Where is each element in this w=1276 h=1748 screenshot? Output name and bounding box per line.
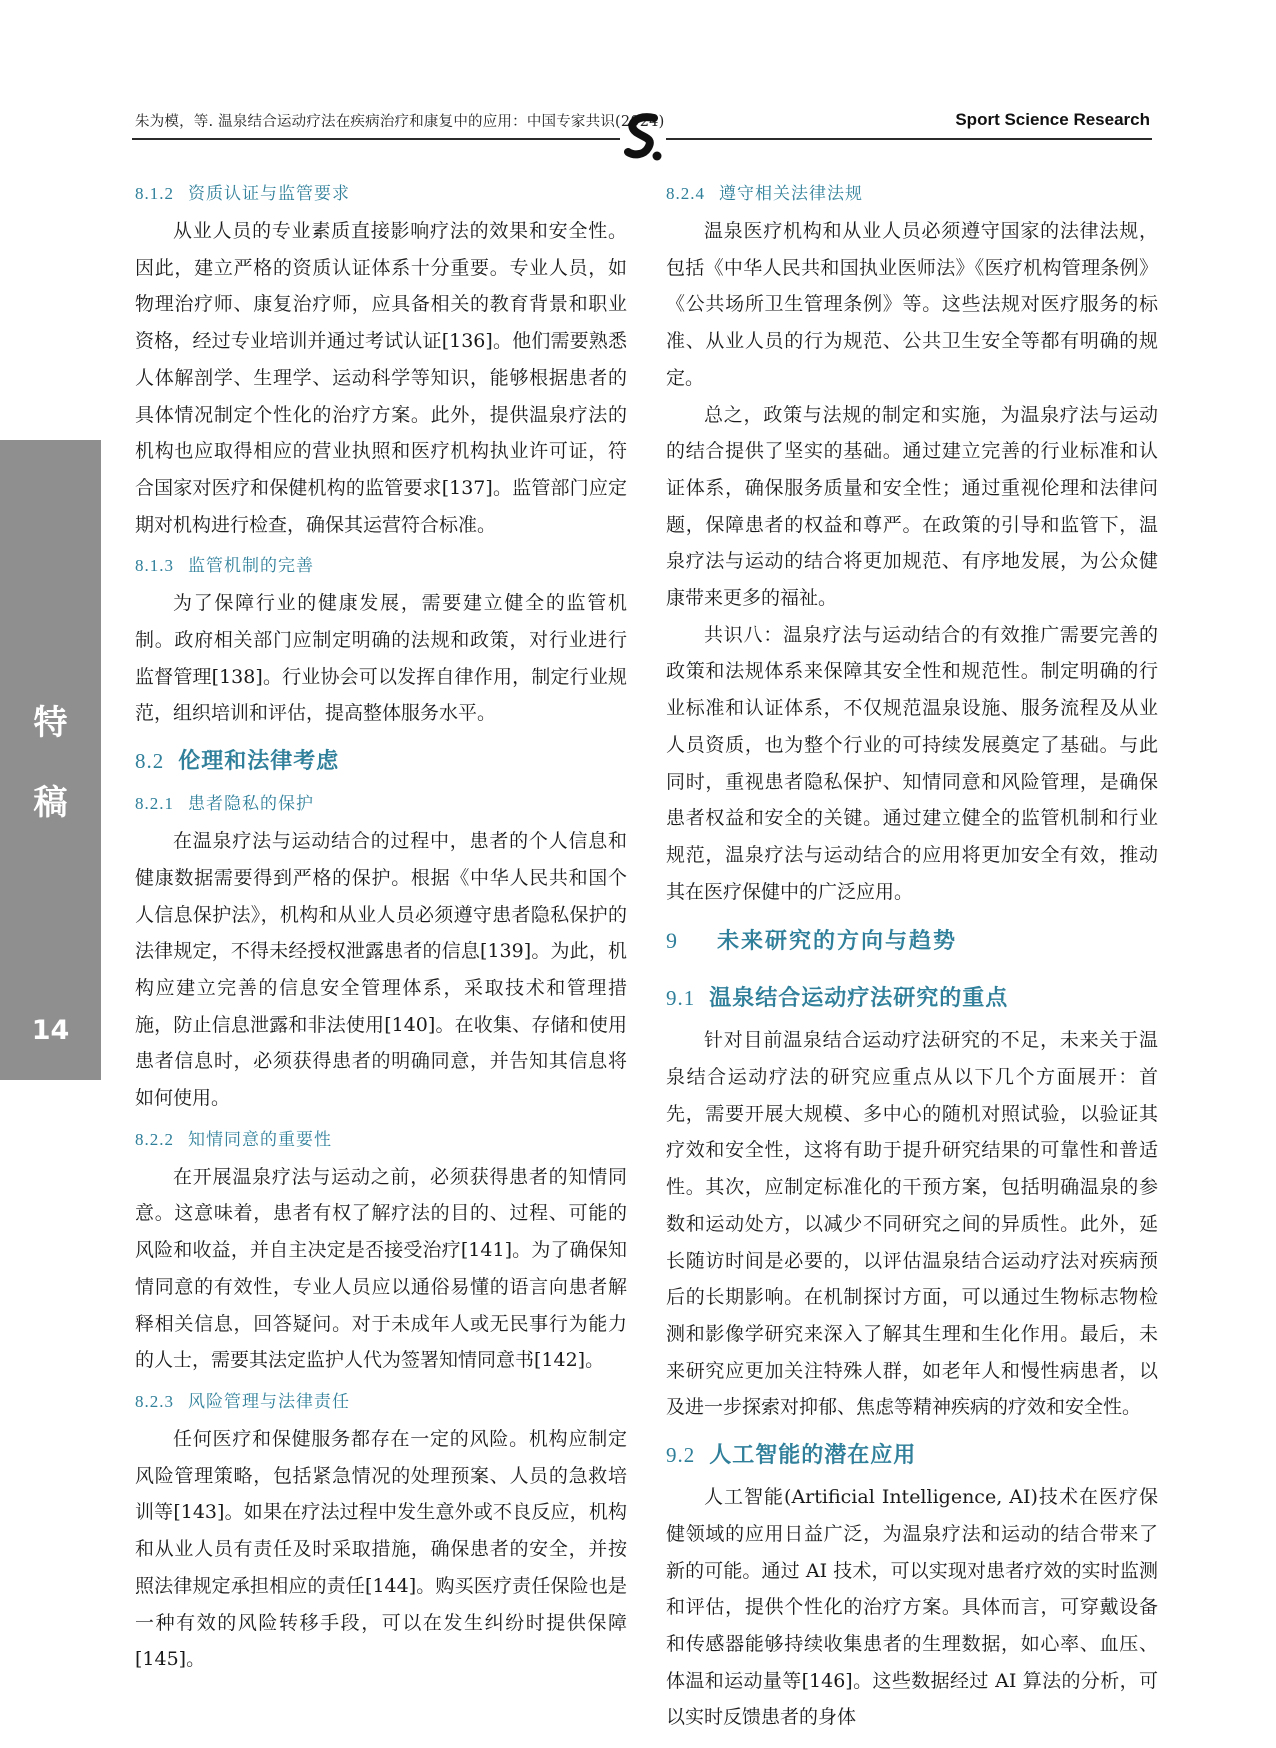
left-column <box>135 175 627 1678</box>
running-header-citation: 朱为模，等. 温泉结合运动疗法在疾病治疗和康复中的应用：中国专家共识(2024) <box>135 114 665 130</box>
subsection-heading-8-1-2 <box>135 175 627 213</box>
paragraph-9-2: 人工智能(Artificial Intelligence, AI)技术在医疗保健领域的应用日益广泛，为温泉疗法和运动的结合带来了新的可能。通过 AI 技术，可以实现对患者疗效的实时监测和评估，提供个性化的治疗方案。具体而言，可穿戴设备和传感器能够持续收集患者的生理数据，如心率、血压、体温和运动量等[146]。这些数据经过 AI 算法的分析，可以实时反馈患者的身体 <box>666 1486 1158 1729</box>
section-heading-9-2 <box>666 1432 1158 1479</box>
heading-title: 未来研究的方向与趋势 <box>717 929 958 955</box>
heading-title: 资质认证与监管要求 <box>188 184 350 204</box>
journal-logo-s-icon <box>620 112 666 164</box>
paragraph-consensus-8: 共识八：温泉疗法与运动结合的有效推广需要完善的政策和法规体系来保障其安全性和规范性。制定明确的行业标准和认证体系，不仅规范温泉设施、服务流程及从业人员资质，也为整个行业的可持续发展奠定了基础。与此同时，重视患者隐私保护、知情同意和风险管理，是确保患者权益和安全的关键。通过建立健全的监管机制和行业规范，温泉疗法与运动结合的应用将更加安全有效，推动其在医疗保健中的广泛应用。 <box>666 623 1158 903</box>
heading-title: 伦理和法律考虑 <box>178 749 340 775</box>
journal-name: Sport Science Research <box>955 110 1150 129</box>
subsection-heading-8-1-3 <box>135 547 627 585</box>
heading-number: 9 <box>666 928 679 954</box>
heading-number: 8.2.3 <box>135 1391 174 1411</box>
paragraph-8-2-1: 在温泉疗法与运动结合的过程中，患者的个人信息和健康数据需要得到严格的保护。根据《中华人民共和国个人信息保护法》，机构和从业人员必须遵守患者隐私保护的法律规定，不得未经授权泄露患者的信息[139]。为此，机构应建立完善的信息安全管理体系，采取技术和管理措施，防止信息泄露和非法使用[140]。在收集、存储和使用患者信息时，必须获得患者的明确同意，并告知其信息将如何使用。 <box>135 830 627 1110</box>
page-header <box>0 0 1276 150</box>
heading-number: 9.2 <box>666 1443 696 1468</box>
heading-title: 温泉结合运动疗法研究的重点 <box>709 986 1009 1012</box>
heading-number: 8.2.1 <box>135 794 174 814</box>
heading-number: 8.1.2 <box>135 184 174 203</box>
side-tab-char-2: 稿 <box>33 783 68 823</box>
heading-number: 8.2.2 <box>135 1129 174 1149</box>
heading-title: 患者隐私的保护 <box>188 794 314 815</box>
header-rule-left <box>132 138 620 140</box>
heading-title: 监管机制的完善 <box>188 556 314 577</box>
chapter-heading-9 <box>666 914 1158 969</box>
side-tab-char-1: 特 <box>33 703 68 743</box>
section-heading-9-1 <box>666 975 1158 1022</box>
heading-title: 遵守相关法律法规 <box>719 184 863 204</box>
heading-title: 人工智能的潜在应用 <box>709 1443 917 1469</box>
section-heading-8-2 <box>135 738 627 785</box>
header-rule-right <box>666 138 1152 140</box>
subsection-heading-8-2-1 <box>135 785 627 823</box>
paragraph-8-2-3: 任何医疗和保健服务都存在一定的风险。机构应制定风险管理策略，包括紧急情况的处理预案、人员的急救培训等[143]。如果在疗法过程中发生意外或不良反应，机构和从业人员有责任及时采取措施，确保患者的安全，并按照法律规定承担相应的责任[144]。购买医疗责任保险也是一种有效的风险转移手段，可以在发生纠纷时提供保障[145]。 <box>135 1427 627 1671</box>
heading-number: 9.1 <box>666 986 696 1011</box>
paragraph-8-2-2: 在开展温泉疗法与运动之前，必须获得患者的知情同意。这意味着，患者有权了解疗法的目的、过程、可能的风险和收益，并自主决定是否接受治疗[141]。为了确保知情同意的有效性，专业人员应以通俗易懂的语言向患者解释相关信息，回答疑问。对于未成年人或无民事行为能力的人士，需要其法定监护人代为签署知情同意书[142]。 <box>135 1165 627 1372</box>
paragraph-8-2-4: 温泉医疗机构和从业人员必须遵守国家的法律法规，包括《中华人民共和国执业医师法》《医疗机构管理条例》《公共场所卫生管理条例》等。这些法规对医疗服务的标准、从业人员的行为规范、公共卫生安全等都有明确的规定。 <box>666 220 1158 389</box>
paragraph-summary: 总之，政策与法规的制定和实施，为温泉疗法与运动的结合提供了坚实的基础。通过建立完善的行业标准和认证体系，确保服务质量和安全性；通过重视伦理和法律问题，保障患者的权益和尊严。在政策的引导和监管下，温泉疗法与运动的结合将更加规范、有序地发展，为公众健康带来更多的福祉。 <box>666 403 1158 610</box>
heading-number: 8.2 <box>135 749 165 774</box>
heading-title: 知情同意的重要性 <box>188 1129 332 1150</box>
heading-number: 8.2.4 <box>666 184 705 203</box>
right-column <box>666 175 1158 1736</box>
section-side-tab <box>0 440 101 1080</box>
page-number: 14 <box>31 1015 70 1046</box>
subsection-heading-8-2-3 <box>135 1383 627 1421</box>
paragraph-8-1-2: 从业人员的专业素质直接影响疗法的效果和安全性。因此，建立严格的资质认证体系十分重要。专业人员，如物理治疗师、康复治疗师，应具备相关的教育背景和职业资格，经过专业培训并通过考试认证[136]。他们需要熟悉人体解剖学、生理学、运动科学等知识，能够根据患者的具体情况制定个性化的治疗方案。此外，提供温泉疗法的机构也应取得相应的营业执照和医疗机构执业许可证，符合国家对医疗和保健机构的监管要求[137]。监管部门应定期对机构进行检查，确保其运营符合标准。 <box>135 220 627 536</box>
paragraph-9-1: 针对目前温泉结合运动疗法研究的不足，未来关于温泉结合运动疗法的研究应重点从以下几个方面展开：首先，需要开展大规模、多中心的随机对照试验，以验证其疗效和安全性，这将有助于提升研究结果的可靠性和普适性。其次，应制定标准化的干预方案，包括明确温泉的参数和运动处方，以减少不同研究之间的异质性。此外，延长随访时间是必要的，以评估温泉结合运动疗法对疾病预后的长期影响。在机制探讨方面，可以通过生物标志物检测和影像学研究来深入了解其生理和生化作用。最后，未来研究应更加关注特殊人群，如老年人和慢性病患者，以及进一步探索对抑郁、焦虑等精神疾病的疗效和安全性。 <box>666 1029 1158 1419</box>
subsection-heading-8-2-4 <box>666 175 1158 213</box>
subsection-heading-8-2-2 <box>135 1121 627 1159</box>
heading-number: 8.1.3 <box>135 556 174 576</box>
heading-title: 风险管理与法律责任 <box>188 1391 350 1412</box>
paragraph-8-1-3: 为了保障行业的健康发展，需要建立健全的监管机制。政府相关部门应制定明确的法规和政策，对行业进行监督管理[138]。行业协会可以发挥自律作用，制定行业规范，组织培训和评估，提高整体服务水平。 <box>135 592 627 725</box>
